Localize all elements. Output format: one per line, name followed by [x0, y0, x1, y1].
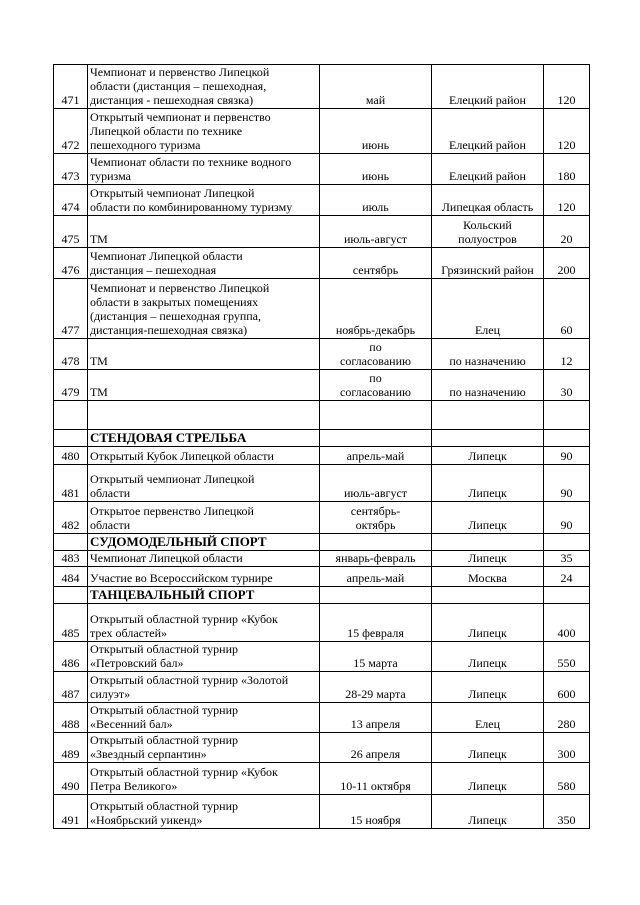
event-place: Липецк	[432, 551, 544, 567]
event-date: июль-август	[320, 465, 432, 502]
event-date: июнь	[320, 109, 432, 154]
row-number: 482	[54, 502, 88, 534]
event-name: Чемпионат и первенство Липецкой области (дистанция – пешеходная, дистанция - пешеходная связка)	[88, 65, 320, 109]
event-place: Липецк	[432, 604, 544, 642]
event-name: Чемпионат Липецкой области дистанция – пешеходная	[88, 248, 320, 279]
table-row	[54, 465, 590, 502]
event-place: Липецк	[432, 465, 544, 502]
participants-count: 24	[544, 567, 590, 587]
section-header-row	[54, 534, 590, 551]
row-number: 475	[54, 216, 88, 248]
row-number: 483	[54, 551, 88, 567]
table-row	[54, 339, 590, 370]
row-number: 489	[54, 733, 88, 763]
table-row	[54, 65, 590, 109]
event-date: 10-11 октября	[320, 763, 432, 795]
table-row	[54, 567, 590, 587]
table-row	[54, 763, 590, 795]
event-place: Липецк	[432, 642, 544, 672]
event-place: по назначению	[432, 339, 544, 370]
event-date: ноябрь-декабрь	[320, 279, 432, 339]
table-row	[54, 551, 590, 567]
participants-count: 400	[544, 604, 590, 642]
row-number: 485	[54, 604, 88, 642]
participants-count: 600	[544, 672, 590, 703]
row-number: 478	[54, 339, 88, 370]
event-name: Открытый чемпионат Липецкой области по комбинированному туризму	[88, 185, 320, 216]
row-number: 479	[54, 370, 88, 401]
event-date: апрель-май	[320, 447, 432, 465]
event-date: 15 ноября	[320, 795, 432, 829]
event-name: Открытый чемпионат и первенство Липецкой области по технике пешеходного туризма	[88, 109, 320, 154]
event-date: по согласованию	[320, 339, 432, 370]
event-date: 15 февраля	[320, 604, 432, 642]
event-date: 26 апреля	[320, 733, 432, 763]
event-place: Елец	[432, 279, 544, 339]
event-date: сентябрь	[320, 248, 432, 279]
participants-count: 180	[544, 154, 590, 185]
event-name: ТМ	[88, 216, 320, 248]
table-row	[54, 370, 590, 401]
table-row	[54, 447, 590, 465]
event-date: по согласованию	[320, 370, 432, 401]
event-place: Елецкий район	[432, 65, 544, 109]
participants-count: 20	[544, 216, 590, 248]
participants-count: 90	[544, 465, 590, 502]
participants-count: 35	[544, 551, 590, 567]
event-place: Елец	[432, 703, 544, 733]
event-place: Липецк	[432, 763, 544, 795]
participants-count: 350	[544, 795, 590, 829]
event-date: сентябрь- октябрь	[320, 502, 432, 534]
event-name: Открытый областной турнир «Петровский бал»	[88, 642, 320, 672]
row-number: 474	[54, 185, 88, 216]
table-row	[54, 642, 590, 672]
participants-count: 12	[544, 339, 590, 370]
event-name: Открытый областной турнир «Кубок трех областей»	[88, 604, 320, 642]
section-title: СУДОМОДЕЛЬНЫЙ СПОРТ	[88, 534, 320, 551]
participants-count: 280	[544, 703, 590, 733]
row-number: 486	[54, 642, 88, 672]
table-row	[54, 604, 590, 642]
event-place: Москва	[432, 567, 544, 587]
event-date: 13 апреля	[320, 703, 432, 733]
participants-count: 300	[544, 733, 590, 763]
table-row-empty	[54, 401, 590, 430]
event-name: Открытое первенство Липецкой области	[88, 502, 320, 534]
event-place: Грязинский район	[432, 248, 544, 279]
event-name: Открытый областной турнир «Золотой силуэт»	[88, 672, 320, 703]
event-place: Липецкая область	[432, 185, 544, 216]
event-date: июль-август	[320, 216, 432, 248]
event-place: Елецкий район	[432, 109, 544, 154]
participants-count: 550	[544, 642, 590, 672]
row-number: 487	[54, 672, 88, 703]
event-place: Елецкий район	[432, 154, 544, 185]
row-number: 471	[54, 65, 88, 109]
event-name: ТМ	[88, 370, 320, 401]
event-name: ТМ	[88, 339, 320, 370]
participants-count: 120	[544, 109, 590, 154]
table-row	[54, 733, 590, 763]
event-name: Открытый Кубок Липецкой области	[88, 447, 320, 465]
row-number: 481	[54, 465, 88, 502]
event-place: Кольский полуостров	[432, 216, 544, 248]
row-number: 484	[54, 567, 88, 587]
event-name: Чемпионат и первенство Липецкой области в закрытых помещениях (дистанция – пешеходная группа, дистанция-пешеходная связка)	[88, 279, 320, 339]
section-title: СТЕНДОВАЯ СТРЕЛЬБА	[88, 430, 320, 447]
participants-count: 60	[544, 279, 590, 339]
event-name: Чемпионат области по технике водного туризма	[88, 154, 320, 185]
event-date: май	[320, 65, 432, 109]
event-date: 28-29 марта	[320, 672, 432, 703]
event-place: Липецк	[432, 447, 544, 465]
event-name: Открытый чемпионат Липецкой области	[88, 465, 320, 502]
section-title: ТАНЦЕВАЛЬНЫЙ СПОРТ	[88, 587, 320, 604]
row-number: 477	[54, 279, 88, 339]
participants-count: 580	[544, 763, 590, 795]
row-number: 476	[54, 248, 88, 279]
row-number: 491	[54, 795, 88, 829]
table-row	[54, 502, 590, 534]
participants-count: 200	[544, 248, 590, 279]
row-number: 480	[54, 447, 88, 465]
section-header-row	[54, 430, 590, 447]
table-row	[54, 703, 590, 733]
table-row	[54, 672, 590, 703]
event-name: Открытый областной турнир «Весенний бал»	[88, 703, 320, 733]
table-row	[54, 216, 590, 248]
event-place: Липецк	[432, 672, 544, 703]
event-date: 15 марта	[320, 642, 432, 672]
row-number: 488	[54, 703, 88, 733]
event-date: апрель-май	[320, 567, 432, 587]
table-row	[54, 795, 590, 829]
participants-count: 90	[544, 447, 590, 465]
table-row	[54, 279, 590, 339]
row-number: 490	[54, 763, 88, 795]
event-date: июнь	[320, 154, 432, 185]
participants-count: 120	[544, 65, 590, 109]
section-header-row	[54, 587, 590, 604]
row-number: 473	[54, 154, 88, 185]
event-date: январь-февраль	[320, 551, 432, 567]
event-place: Липецк	[432, 733, 544, 763]
event-name: Открытый областной турнир «Звездный серпантин»	[88, 733, 320, 763]
event-place: Липецк	[432, 795, 544, 829]
participants-count: 90	[544, 502, 590, 534]
table-row	[54, 248, 590, 279]
event-date: июль	[320, 185, 432, 216]
participants-count: 30	[544, 370, 590, 401]
event-place: по назначению	[432, 370, 544, 401]
participants-count: 120	[544, 185, 590, 216]
event-name: Открытый областной турнир «Кубок Петра Великого»	[88, 763, 320, 795]
row-number: 472	[54, 109, 88, 154]
table-row	[54, 109, 590, 154]
table-row	[54, 154, 590, 185]
events-table	[53, 64, 590, 829]
event-name: Открытый областной турнир «Ноябрьский уикенд»	[88, 795, 320, 829]
event-place: Липецк	[432, 502, 544, 534]
table-row	[54, 185, 590, 216]
event-name: Чемпионат Липецкой области	[88, 551, 320, 567]
events-table-page	[53, 64, 589, 829]
event-name: Участие во Всероссийском турнире	[88, 567, 320, 587]
